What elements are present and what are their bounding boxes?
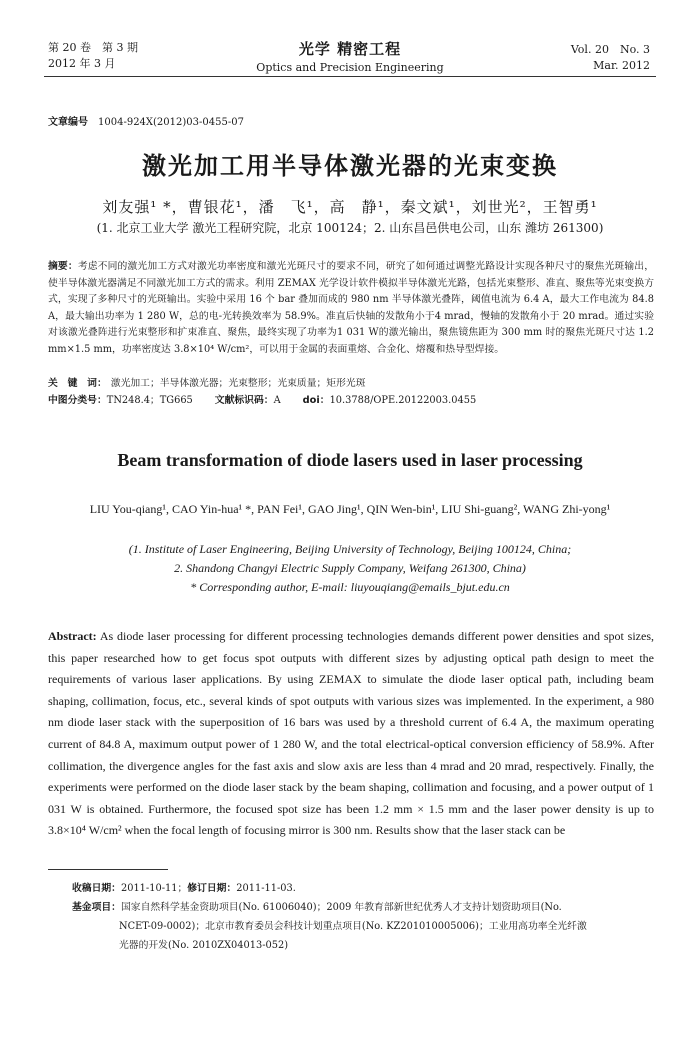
class-value: TN248.4；TG665 (106, 395, 193, 406)
fund-text-1: 国家自然科学基金资助项目(No. 61006040)；2009 年教育部新世纪优秀人才支持计划资助项目(No. (120, 902, 562, 913)
header-divider (44, 76, 656, 77)
received-date: 2011-10-11； (120, 883, 188, 894)
authors-en: LIU You-qiang¹, CAO Yin-hua¹ *, PAN Fei¹, GAO Jing¹, QIN Wen-bin¹, LIU Shi-guang², WANG Zhi-yong¹ (89, 502, 611, 516)
dates-line (72, 879, 656, 898)
footnote-divider (48, 869, 168, 870)
keywords-cn (48, 375, 654, 389)
abstract-cn-label: 摘要： (48, 261, 78, 272)
corresponding-author: * Corresponding author, E-mail: liuyouqiang@emails_bjut.edu.cn (190, 580, 510, 594)
abstract-cn-text: 考虑不同的激光加工方式对激光功率密度和激光光斑尺寸的要求不同，研究了如何通过调整光路设计实现各种尺寸的聚焦光斑输出，使半导体激光器满足不同激光加工方式的需求。利用 ZEMAX 光学设计软件模拟半导体激光光路，包括光束整形、准直、聚焦等光束变换方式，实现了多种尺寸的光斑输出。实验中采用 16 个 bar 叠加而成的 980 nm 半导体激光叠阵，阈值电流为 6.4 A，最大工作电流为 84.8 A，最大输出功率为 1 280 W，总的电-光转换效率为 58.9%。准直后快轴的发散角小于4 mrad，慢轴的发散角小于 20 mrad。通过实验对该激光叠阵进行光束整形和扩束准直、聚焦，最终实现了功率为1 031 W的激光输出，聚焦镜焦距为 300 mm 时的聚焦光斑尺寸达 1.2 mm×1.5 mm，功率密度达 3.8×10⁴ W/cm²，可以用于金属的表面重熔、合金化、熔覆和热导型焊接。 (48, 261, 655, 355)
title-en: Beam transformation of diode lasers used in laser processing (117, 450, 583, 470)
affiliation-en-line1: (1. Institute of Laser Engineering, Beijing University of Technology, Beijing 100124, China; (128, 542, 572, 556)
abstract-en (48, 626, 654, 842)
fund-line (72, 898, 656, 917)
keywords-label: 关 键 词： (48, 378, 107, 389)
revised-date: 2011-11-03. (236, 883, 296, 894)
revised-label: 修订日期： (187, 883, 237, 894)
footnote (72, 879, 656, 955)
fund-text-2: NCET-09-0002)；北京市教育委员会科技计划重点项目(No. KZ201010005006)；工业用高功率全光纤激 (119, 921, 587, 932)
article-number-value: 1004-924X(2012)03-0455-07 (98, 117, 244, 128)
journal-name-en: Optics and Precision Engineering (256, 61, 444, 74)
article-number-label: 文章编号 (48, 117, 88, 128)
volume-issue-en: Vol. 20 No. 3 (570, 43, 650, 56)
classification-row (48, 392, 654, 406)
fund-label: 基金项目： (72, 902, 121, 913)
received-label: 收稿日期： (72, 883, 121, 894)
doc-code-label: 文献标识码： (214, 395, 274, 406)
abstract-en-text: As diode laser processing for different processing technologies demands different power densities and spot sizes, this paper researched how to get focus spot outputs with different sizes by adjusting optical path design to meet the requirements of various laser applications. By using ZEMAX to simulate the diode laser optical path, including beam shaping, collimation, focus, etc., several kinds of spot outputs with various sizes was implemented. In the experiment, a 980 nm diode laser stack with the superposition of 16 bars was used by a threshold current of 6.4 A, the maximum operating current of 84.8 A, maximum output power of 1 280 W, and the total electrical-optical conversion efficiency of 58.9%. After collimation, the divergence angles for the fast axis and slow axis are less than 4 mrad and 20 mrad, respectively. Finally, the experiments were performed on the diode laser stack by the beam shaping, collimation and focusing, and a power output of 1 031 W is obtained. Furthermore, the focused spot size has been 1.2 mm × 1.5 mm and the laser power density is up to 3.8×10⁴ W/cm² when the focal length of focusing mirror is 300 nm. Results show that the laser stack can be (48, 629, 654, 838)
doi-value: 10.3788/OPE.20122003.0455 (329, 395, 477, 406)
volume-issue-cn: 第 20 卷 第 3 期 (48, 41, 138, 54)
abstract-cn (48, 259, 654, 358)
affiliation-en-line2: 2. Shandong Changyi Electric Supply Company, Weifang 261300, China) (174, 561, 526, 575)
date-cn: 2012 年 3 月 (48, 57, 116, 70)
abstract-en-label: Abstract: (48, 629, 97, 643)
affiliation-cn: (1. 北京工业大学 激光工程研究院，北京 100124；2. 山东昌邑供电公司，山东 潍坊 261300) (96, 221, 604, 235)
date-en: Mar. 2012 (593, 59, 650, 72)
keywords-text: 激光加工；半导体激光器；光束整形；光束质量；矩形光斑 (110, 378, 366, 389)
affiliation-en (0, 540, 700, 597)
authors-cn: 刘友强¹ *，曹银花¹，潘 飞¹，高 静¹，秦文斌¹，刘世光²，王智勇¹ (102, 198, 598, 216)
fund-text-3: 光器的开发(No. 2010ZX04013-052) (119, 940, 289, 951)
doc-code-value: A (273, 395, 281, 406)
doi-label: doi： (302, 395, 330, 406)
title-cn: 激光加工用半导体激光器的光束变换 (142, 152, 558, 180)
article-number (48, 113, 244, 128)
class-label: 中图分类号： (48, 395, 107, 406)
header-right (571, 42, 650, 74)
journal-name-cn: 光学 精密工程 (298, 40, 402, 58)
